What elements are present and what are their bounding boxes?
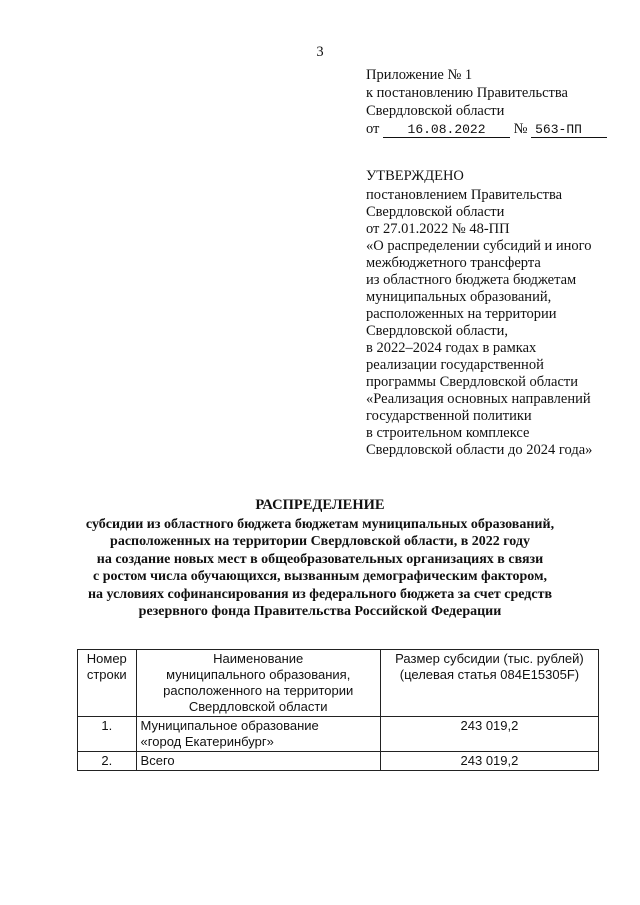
title-line: расположенных на территории Свердловской области, в 2022 году [110,534,530,549]
row-number: 2. [78,752,137,771]
title-line: субсидии из областного бюджета бюджетам муниципальных образований, [85,516,555,532]
approval-line: Свердловской области [366,204,505,220]
appendix-line: к постановлению Правительства [366,85,568,101]
total-amount: 243 019,2 [380,752,598,771]
number-prefix: № [513,121,528,137]
approval-line: «О распределении субсидий и иного [366,238,592,254]
approval-line: в 2022–2024 годах в рамках [366,340,537,356]
table-header-row [78,650,599,717]
page-number: 3 [316,44,324,60]
header-text: Размер субсидии (тыс. рублей) [395,651,584,666]
subsidy-amount: 243 019,2 [380,717,598,752]
approval-line: в строительном комплексе [366,425,530,441]
approval-line: государственной политики [366,408,532,424]
header-text: Номер [86,651,127,666]
cell-text: «город Екатеринбург» [140,734,274,749]
approval-block [366,168,592,459]
approval-heading: УТВЕРЖДЕНО [366,168,464,184]
date-prefix: от [366,121,380,137]
approval-line: расположенных на территории [366,306,557,322]
table-row-total [78,752,599,771]
approval-line: Свердловской области, [366,323,509,339]
header-text: строки [86,667,127,682]
approval-line: муниципальных образований, [366,289,552,305]
municipality-name [136,717,380,752]
approval-line: постановлением Правительства [366,187,563,203]
appendix-title: Приложение № 1 [366,67,473,83]
cell-text: Всего [140,753,175,768]
header-text: муниципального образования, [166,667,351,682]
title-line: резервного фонда Правительства Российской Федерации [138,604,502,619]
title-line: на условиях софинансирования из федерального бюджета за счет средств [87,586,553,602]
document-title: РАСПРЕДЕЛЕНИЕ [255,497,385,513]
header-row-number [78,650,137,717]
approval-line: межбюджетного трансферта [366,255,541,271]
approval-line: от 27.01.2022 № 48-ПП [366,221,510,237]
approval-line: Свердловской области до 2024 года» [366,442,593,458]
resolution-date: 16.08.2022 [383,122,510,138]
header-text: Наименование [213,651,304,666]
total-label [136,752,380,771]
document-title-block [0,497,640,621]
resolution-number: 563-ПП [531,122,607,138]
header-text: расположенного на территории [163,683,354,698]
header-text: Свердловской области [188,699,328,714]
cell-text: Муниципальное образование [140,718,319,733]
header-municipality [136,650,380,717]
header-subsidy-amount [380,650,598,717]
appendix-date-line [366,120,607,138]
distribution-table [77,649,599,771]
approval-line: программы Свердловской области [366,374,579,390]
approval-line: «Реализация основных направлений [366,391,591,407]
appendix-line: Свердловской области [366,103,505,119]
title-line: с ростом числа обучающихся, вызванным демографическим фактором, [92,569,548,584]
table-row [78,717,599,752]
title-line: на создание новых мест в общеобразовательных организациях в связи [96,551,544,567]
appendix-block [366,66,607,138]
header-text: (целевая статья 084E15305F) [399,667,580,682]
approval-line: из областного бюджета бюджетам [366,272,577,288]
row-number: 1. [78,717,137,752]
approval-line: реализации государственной [366,357,544,373]
